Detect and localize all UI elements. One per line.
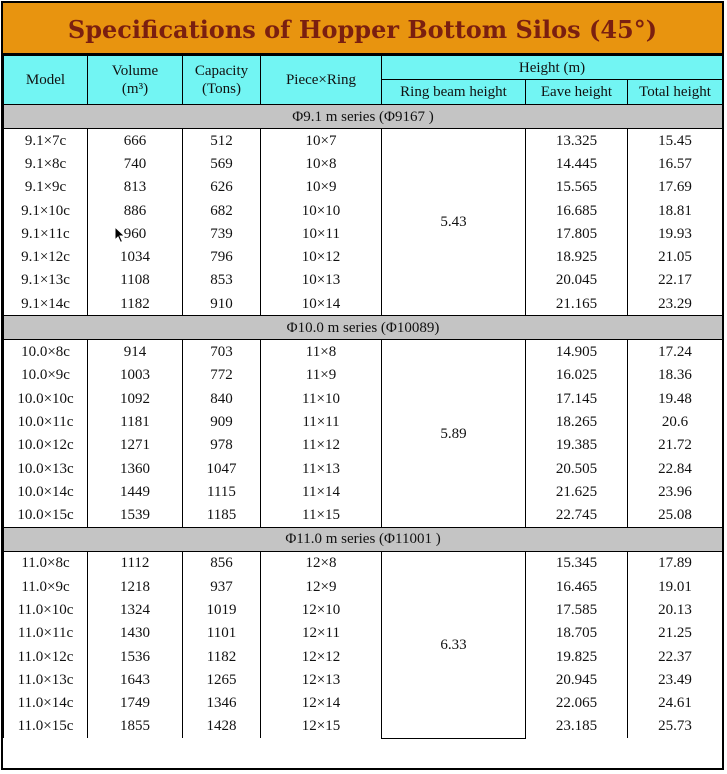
cell-total-height: 22.84 xyxy=(628,457,723,480)
cell-piece-ring: 10×14 xyxy=(261,292,382,316)
cell-eave-height: 16.685 xyxy=(526,199,628,222)
header-ring-beam: Ring beam height xyxy=(382,80,526,105)
cell-piece-ring: 10×12 xyxy=(261,245,382,268)
header-capacity-unit: (Tons) xyxy=(202,81,241,97)
table-row xyxy=(4,387,723,410)
cell-model: 11.0×12c xyxy=(4,645,88,668)
table-row xyxy=(4,457,723,480)
cell-model: 10.0×9c xyxy=(4,364,88,387)
cell-total-height: 16.57 xyxy=(628,152,723,175)
cell-model: 9.1×11c xyxy=(4,222,88,245)
cell-volume: 1539 xyxy=(88,503,183,527)
cell-model: 9.1×10c xyxy=(4,199,88,222)
table-row xyxy=(4,551,723,575)
cell-total-height: 23.29 xyxy=(628,292,723,316)
cell-total-height: 21.25 xyxy=(628,622,723,645)
header-eave: Eave height xyxy=(526,80,628,105)
cell-total-height: 19.93 xyxy=(628,222,723,245)
cell-model: 9.1×12c xyxy=(4,245,88,268)
cell-volume: 1092 xyxy=(88,387,183,410)
spec-table xyxy=(3,55,723,739)
cell-capacity: 512 xyxy=(183,129,261,153)
cell-total-height: 23.96 xyxy=(628,480,723,503)
cell-volume: 1108 xyxy=(88,269,183,292)
cell-eave-height: 15.565 xyxy=(526,176,628,199)
cell-capacity: 853 xyxy=(183,269,261,292)
cell-total-height: 18.81 xyxy=(628,199,723,222)
cell-eave-height: 18.265 xyxy=(526,410,628,433)
cell-eave-height: 20.505 xyxy=(526,457,628,480)
cell-model: 10.0×10c xyxy=(4,387,88,410)
cell-eave-height: 16.465 xyxy=(526,575,628,598)
cell-eave-height: 18.705 xyxy=(526,622,628,645)
cell-piece-ring: 12×14 xyxy=(261,692,382,715)
cell-model: 11.0×10c xyxy=(4,598,88,621)
cell-eave-height: 22.065 xyxy=(526,692,628,715)
table-row xyxy=(4,245,723,268)
cell-model: 10.0×15c xyxy=(4,503,88,527)
table-row xyxy=(4,199,723,222)
header-height: Height (m) xyxy=(382,56,723,80)
cell-piece-ring: 12×8 xyxy=(261,551,382,575)
table-row xyxy=(4,480,723,503)
cell-piece-ring: 12×13 xyxy=(261,668,382,691)
cell-piece-ring: 10×13 xyxy=(261,269,382,292)
table-row xyxy=(4,129,723,153)
cell-capacity: 1182 xyxy=(183,645,261,668)
cell-eave-height: 20.945 xyxy=(526,668,628,691)
cell-model: 10.0×13c xyxy=(4,457,88,480)
cell-piece-ring: 10×7 xyxy=(261,129,382,153)
cell-volume: 813 xyxy=(88,176,183,199)
cell-volume: 1643 xyxy=(88,668,183,691)
table-row xyxy=(4,622,723,645)
header-piece-ring: Piece×Ring xyxy=(261,56,382,105)
cell-volume: 740 xyxy=(88,152,183,175)
cell-total-height: 23.49 xyxy=(628,668,723,691)
cell-capacity: 1019 xyxy=(183,598,261,621)
cell-capacity: 739 xyxy=(183,222,261,245)
cell-model: 9.1×8c xyxy=(4,152,88,175)
cell-volume: 1003 xyxy=(88,364,183,387)
cell-capacity: 910 xyxy=(183,292,261,316)
series-header: Φ10.0 m series (Φ10089) xyxy=(4,316,723,340)
cell-total-height: 17.69 xyxy=(628,176,723,199)
cell-eave-height: 19.385 xyxy=(526,434,628,457)
cell-capacity: 937 xyxy=(183,575,261,598)
cell-volume: 886 xyxy=(88,199,183,222)
cell-capacity: 796 xyxy=(183,245,261,268)
cell-eave-height: 14.445 xyxy=(526,152,628,175)
cell-capacity: 626 xyxy=(183,176,261,199)
cell-eave-height: 17.585 xyxy=(526,598,628,621)
cell-total-height: 15.45 xyxy=(628,129,723,153)
table-row xyxy=(4,434,723,457)
cell-eave-height: 19.825 xyxy=(526,645,628,668)
cell-eave-height: 21.165 xyxy=(526,292,628,316)
cell-volume: 1034 xyxy=(88,245,183,268)
cell-eave-height: 14.905 xyxy=(526,340,628,364)
cell-capacity: 1047 xyxy=(183,457,261,480)
cell-piece-ring: 10×11 xyxy=(261,222,382,245)
page-title: Specifications of Hopper Bottom Silos (45°) xyxy=(3,3,722,55)
cell-volume: 1218 xyxy=(88,575,183,598)
cell-piece-ring: 10×8 xyxy=(261,152,382,175)
cell-model: 11.0×14c xyxy=(4,692,88,715)
cell-total-height: 19.48 xyxy=(628,387,723,410)
cell-total-height: 21.05 xyxy=(628,245,723,268)
cell-piece-ring: 10×10 xyxy=(261,199,382,222)
cell-total-height: 22.37 xyxy=(628,645,723,668)
cell-capacity: 1346 xyxy=(183,692,261,715)
cell-volume: 1182 xyxy=(88,292,183,316)
header-volume xyxy=(88,56,183,105)
cell-capacity: 772 xyxy=(183,364,261,387)
table-row xyxy=(4,152,723,175)
cell-volume: 1360 xyxy=(88,457,183,480)
header-model: Model xyxy=(4,56,88,105)
cell-capacity: 1265 xyxy=(183,668,261,691)
cell-piece-ring: 11×9 xyxy=(261,364,382,387)
cell-total-height: 18.36 xyxy=(628,364,723,387)
header-capacity xyxy=(183,56,261,105)
cell-piece-ring: 12×10 xyxy=(261,598,382,621)
table-row xyxy=(4,222,723,245)
header-volume-label: Volume xyxy=(111,63,159,79)
cell-total-height: 19.01 xyxy=(628,575,723,598)
cell-piece-ring: 12×12 xyxy=(261,645,382,668)
cell-total-height: 25.73 xyxy=(628,715,723,738)
cell-piece-ring: 12×15 xyxy=(261,715,382,738)
cell-model: 11.0×15c xyxy=(4,715,88,738)
cell-volume: 1430 xyxy=(88,622,183,645)
cell-ring-beam-height: 5.89 xyxy=(382,340,526,527)
cell-model: 9.1×14c xyxy=(4,292,88,316)
table-row xyxy=(4,715,723,738)
cell-piece-ring: 10×9 xyxy=(261,176,382,199)
cell-total-height: 17.89 xyxy=(628,551,723,575)
cell-model: 11.0×8c xyxy=(4,551,88,575)
cell-capacity: 703 xyxy=(183,340,261,364)
cell-eave-height: 16.025 xyxy=(526,364,628,387)
cell-volume: 1536 xyxy=(88,645,183,668)
cell-piece-ring: 11×13 xyxy=(261,457,382,480)
cell-volume: 1749 xyxy=(88,692,183,715)
cell-volume: 1271 xyxy=(88,434,183,457)
cell-piece-ring: 11×8 xyxy=(261,340,382,364)
series-header: Φ11.0 m series (Φ11001 ) xyxy=(4,527,723,551)
table-row xyxy=(4,340,723,364)
cell-volume: 1324 xyxy=(88,598,183,621)
cell-total-height: 24.61 xyxy=(628,692,723,715)
cell-eave-height: 13.325 xyxy=(526,129,628,153)
mouse-cursor-icon xyxy=(114,226,126,244)
cell-model: 10.0×8c xyxy=(4,340,88,364)
cell-piece-ring: 11×11 xyxy=(261,410,382,433)
header-volume-unit: (m³) xyxy=(121,81,149,97)
cell-eave-height: 15.345 xyxy=(526,551,628,575)
cell-volume: 1449 xyxy=(88,480,183,503)
cell-capacity: 909 xyxy=(183,410,261,433)
series-header: Φ9.1 m series (Φ9167 ) xyxy=(4,105,723,129)
cell-ring-beam-height: 6.33 xyxy=(382,551,526,738)
cell-model: 9.1×9c xyxy=(4,176,88,199)
cell-capacity: 1115 xyxy=(183,480,261,503)
cell-piece-ring: 11×10 xyxy=(261,387,382,410)
spec-body xyxy=(4,105,723,739)
cell-eave-height: 18.925 xyxy=(526,245,628,268)
table-row xyxy=(4,598,723,621)
cell-piece-ring: 11×14 xyxy=(261,480,382,503)
table-row xyxy=(4,668,723,691)
cell-piece-ring: 11×15 xyxy=(261,503,382,527)
cell-eave-height: 21.625 xyxy=(526,480,628,503)
cell-model: 11.0×9c xyxy=(4,575,88,598)
table-row xyxy=(4,692,723,715)
table-row xyxy=(4,292,723,316)
cell-model: 10.0×11c xyxy=(4,410,88,433)
cell-model: 9.1×7c xyxy=(4,129,88,153)
cell-total-height: 20.13 xyxy=(628,598,723,621)
cell-volume: 960 xyxy=(88,222,183,245)
table-row xyxy=(4,575,723,598)
spec-sheet xyxy=(1,1,724,770)
cell-total-height: 22.17 xyxy=(628,269,723,292)
cell-total-height: 21.72 xyxy=(628,434,723,457)
cell-volume: 1181 xyxy=(88,410,183,433)
cell-capacity: 1101 xyxy=(183,622,261,645)
cell-model: 11.0×13c xyxy=(4,668,88,691)
cell-eave-height: 17.805 xyxy=(526,222,628,245)
cell-model: 9.1×13c xyxy=(4,269,88,292)
header-capacity-label: Capacity xyxy=(194,63,249,79)
cell-capacity: 682 xyxy=(183,199,261,222)
table-row xyxy=(4,645,723,668)
cell-total-height: 17.24 xyxy=(628,340,723,364)
cell-volume: 914 xyxy=(88,340,183,364)
cell-model: 10.0×12c xyxy=(4,434,88,457)
cell-model: 11.0×11c xyxy=(4,622,88,645)
table-row xyxy=(4,410,723,433)
cell-eave-height: 17.145 xyxy=(526,387,628,410)
cell-eave-height: 20.045 xyxy=(526,269,628,292)
cell-volume: 1855 xyxy=(88,715,183,738)
cell-eave-height: 23.185 xyxy=(526,715,628,738)
table-row xyxy=(4,269,723,292)
cell-capacity: 856 xyxy=(183,551,261,575)
cell-piece-ring: 12×9 xyxy=(261,575,382,598)
cell-piece-ring: 12×11 xyxy=(261,622,382,645)
cell-capacity: 1428 xyxy=(183,715,261,738)
table-row xyxy=(4,364,723,387)
cell-volume: 666 xyxy=(88,129,183,153)
cell-total-height: 25.08 xyxy=(628,503,723,527)
cell-total-height: 20.6 xyxy=(628,410,723,433)
cell-capacity: 569 xyxy=(183,152,261,175)
cell-piece-ring: 11×12 xyxy=(261,434,382,457)
cell-capacity: 978 xyxy=(183,434,261,457)
cell-capacity: 840 xyxy=(183,387,261,410)
table-row xyxy=(4,503,723,527)
cell-model: 10.0×14c xyxy=(4,480,88,503)
cell-ring-beam-height: 5.43 xyxy=(382,129,526,316)
table-row xyxy=(4,176,723,199)
header-total: Total height xyxy=(628,80,723,105)
cell-capacity: 1185 xyxy=(183,503,261,527)
cell-eave-height: 22.745 xyxy=(526,503,628,527)
cell-volume: 1112 xyxy=(88,551,183,575)
